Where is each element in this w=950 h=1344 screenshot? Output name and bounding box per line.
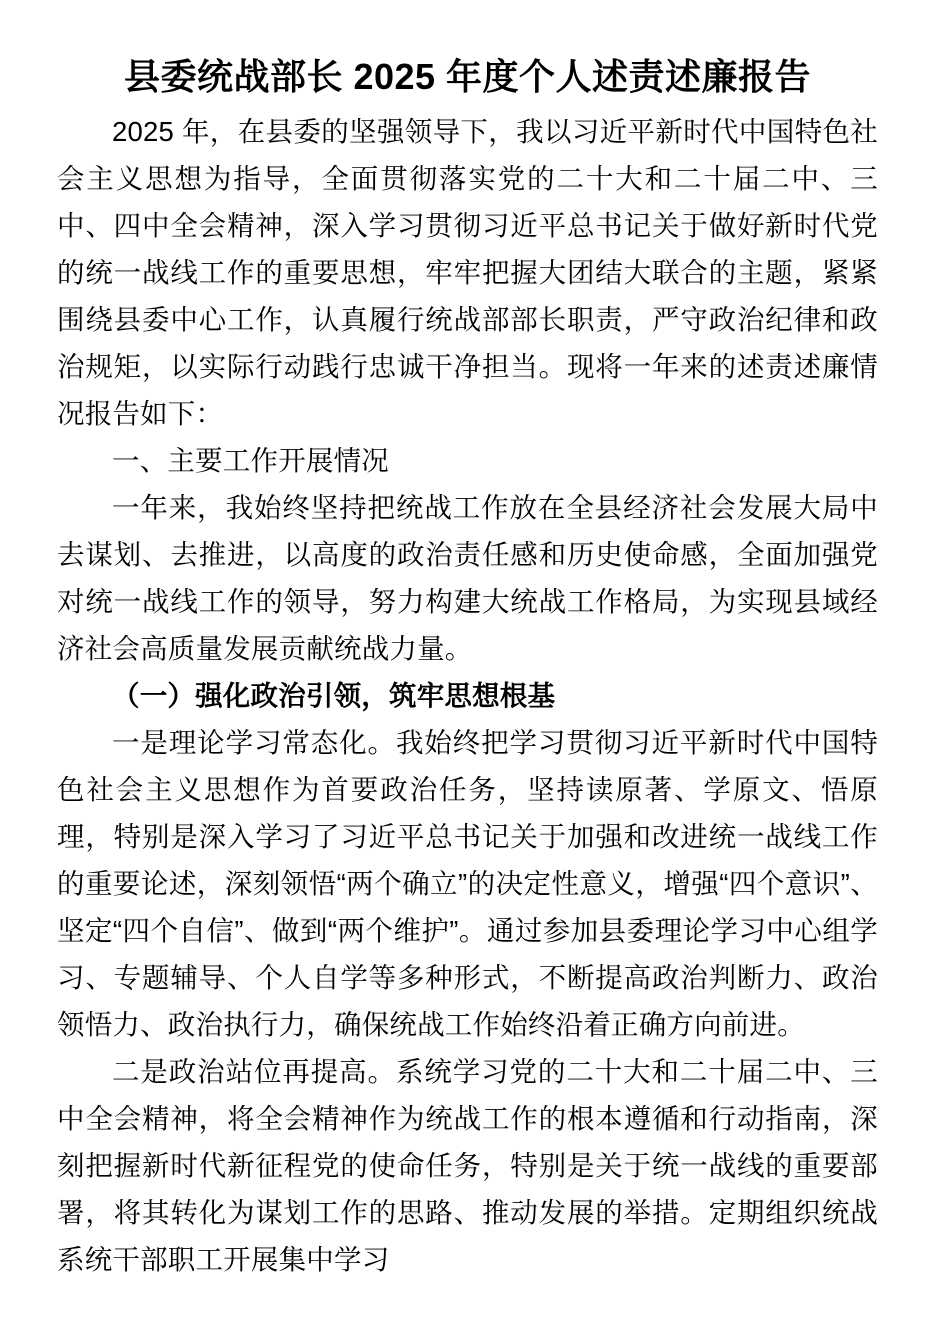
section-heading-main-work: 一、主要工作开展情况 bbox=[112, 445, 389, 476]
page-title: 县委统战部长 2025 年度个人述责述廉报告 bbox=[123, 56, 812, 97]
paragraph-year-overview: 一年来，我始终坚持把统战工作放在全县经济社会发展大局中去谋划、去推进，以高度的政治责任感和历史使命感，全面加强党对统一战线工作的领导，努力构建大统战工作格局，为实现县域经济社会高质量发展贡献统战力量。 bbox=[57, 492, 878, 664]
paragraph-political-standing: 二是政治站位再提高。系统学习党的二十大和二十届二中、三中全会精神，将全会精神作为统战工作的根本遵循和行动指南，深刻把握新时代新征程党的使命任务，特别是关于统一战线的重要部署，将其转化为谋划工作的思路、推动发展的举措。定期组织统战系统干部职工开展集中学习 bbox=[57, 1056, 878, 1275]
paragraph-opening-summary: 2025 年，在县委的坚强领导下，我以习近平新时代中国特色社会主义思想为指导，全面贯彻落实党的二十大和二十届二中、三中、四中全会精神，深入学习贯彻习近平总书记关于做好新时代党的统一战线工作的重要思想，牢牢把握大团结大联合的主题，紧紧围绕县委中心工作，认真履行统战部部长职责，严守政治纪律和政治规矩，以实际行动践行忠诚干净担当。现将一年来的述责述廉情况报告如下： bbox=[57, 116, 878, 429]
paragraph-theory-study: 一是理论学习常态化。我始终把学习贯彻习近平新时代中国特色社会主义思想作为首要政治任务，坚持读原著、学原文、悟原理，特别是深入学习了习近平总书记关于加强和改进统一战线工作的重要论述，深刻领悟“两个确立”的决定性意义，增强“四个意识”、坚定“四个自信”、做到“两个维护”。通过参加县委理论学习中心组学习、专题辅导、个人自学等多种形式，不断提高政治判断力、政治领悟力、政治执行力，确保统战工作始终沿着正确方向前进。 bbox=[57, 727, 878, 1040]
subsection-heading-political-guidance: （一）强化政治引领，筑牢思想根基 bbox=[112, 680, 556, 711]
